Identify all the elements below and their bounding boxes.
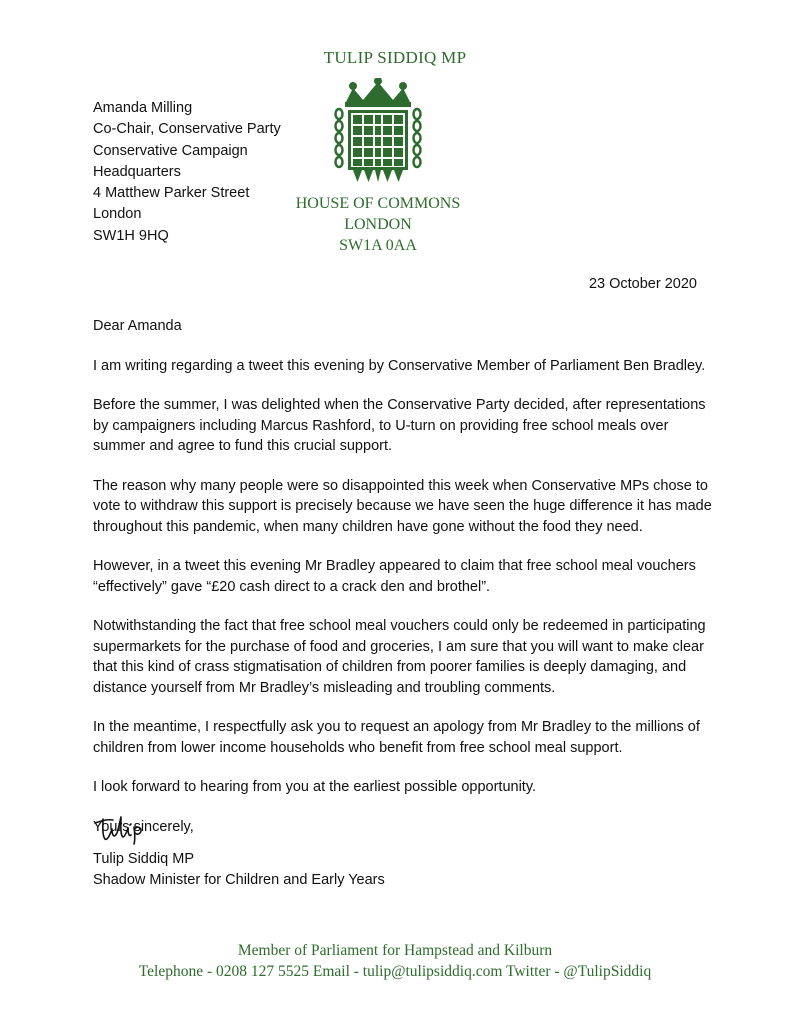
recipient-line: Conservative Campaign [93,142,248,159]
mp-name-heading: TULIP SIDDIQ MP [323,48,467,67]
signatory-name: Tulip Siddiq MP [93,851,195,867]
house-address-line: LONDON [344,216,412,233]
signatory-title: Shadow Minister for Children and Early Years [93,871,385,888]
signoff-block [93,849,385,890]
handwritten-signature [93,813,173,845]
house-address-line: SW1A 0AA [339,237,417,254]
body-paragraph: I look forward to hearing from you at the earliest possible opportunity. [93,779,537,795]
closing: Yours sincerely, [93,818,194,835]
salutation: Dear Amanda [93,318,182,334]
body-paragraph: Notwithstanding the fact that free school meal vouchers could only be redeemed in participating supermarkets for the purchase of food and groceries, I am sure that you will want to make clear that this kind of crass stigmatisation of children from poorer families is deeply damaging, and distance yourself from Mr Bradley’s misleading and troubling comments. [93,618,706,696]
body-paragraph: However, in a tweet this evening Mr Bradley appeared to claim that free school meal vouchers “effectively” gave “£20 cash direct to a crack den and brothel”. [93,558,696,595]
recipient-line: Amanda Milling [93,100,193,116]
body-paragraph: I am writing regarding a tweet this evening by Conservative Member of Parliament Ben Bradley. [93,357,706,374]
footer-contact: Telephone - 0208 127 5525 Email - tulip@tulipsiddiq.com Twitter - @TulipSiddiq [138,963,652,980]
footer-constituency: Member of Parliament for Hampstead and Kilburn [237,942,553,959]
letter-body [93,316,713,856]
recipient-line: Co-Chair, Conservative Party [93,121,281,138]
recipient-address [93,98,281,247]
house-address-line: HOUSE OF COMMONS [295,195,461,212]
body-paragraph: The reason why many people were so disappointed this week when Conservative MPs chose to vote to withdraw this support is precisely because we have seen the huge difference it has made throughout this pandemic, when many children have gone without the food they need. [93,477,712,535]
body-paragraph: In the meantime, I respectfully ask you to request an apology from Mr Bradley to the millions of children from lower income households who benefit from free school meal support. [93,719,700,756]
letterhead-footer [0,940,790,982]
recipient-line: Headquarters [93,163,181,180]
house-address [278,193,478,256]
body-paragraph: Before the summer, I was delighted when the Conservative Party decided, after representations by campaigners including Marcus Rashford, to U-turn on providing free school meals over summer and agree to fund this crucial support. [93,397,706,454]
recipient-line: 4 Matthew Parker Street [93,185,250,202]
recipient-line: SW1H 9HQ [93,227,169,244]
recipient-line: London [93,206,142,223]
letter-date: 23 October 2020 [588,276,697,292]
portcullis-icon [333,78,423,188]
